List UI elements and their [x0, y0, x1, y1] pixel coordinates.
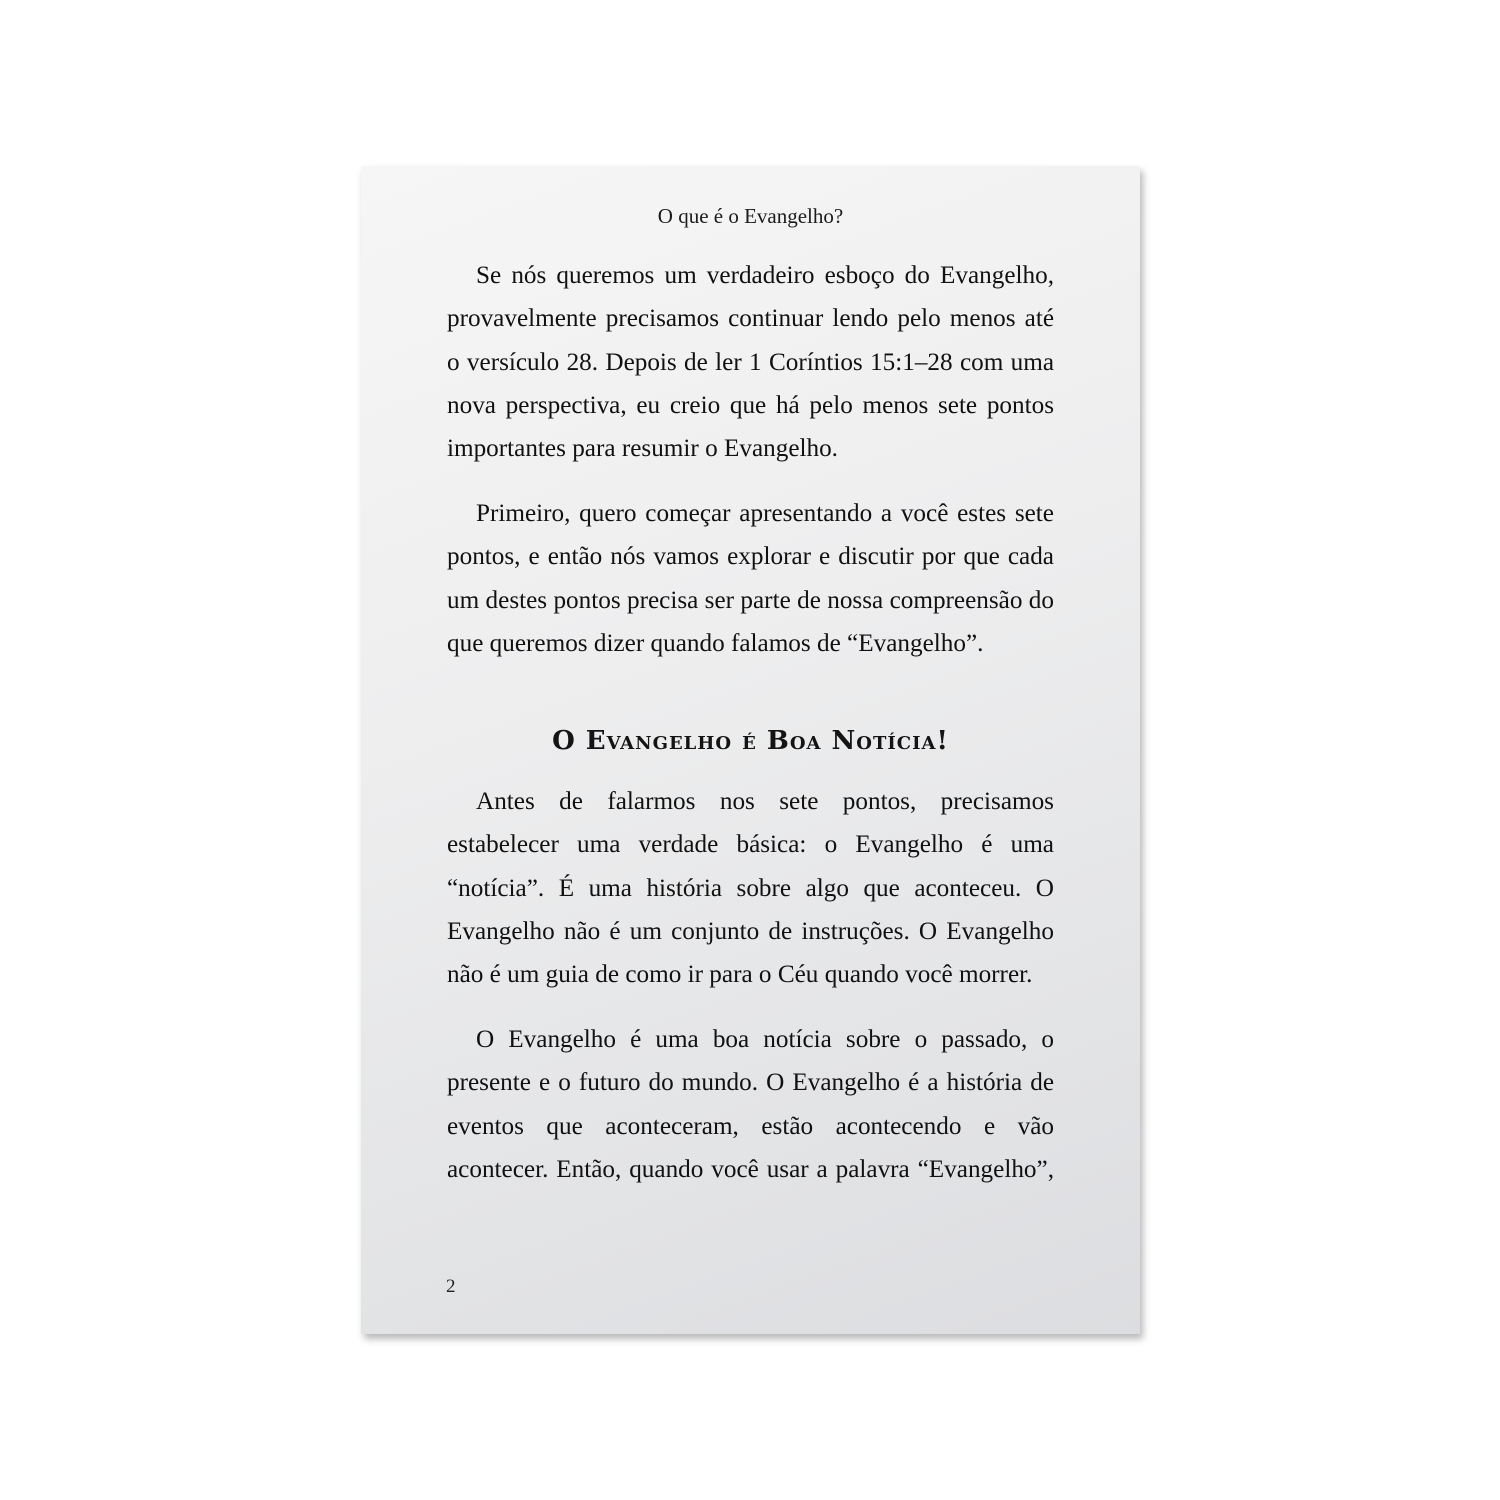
page-number: 2: [446, 1276, 456, 1297]
section-heading: O Evangelho é Boa Notícia!: [552, 726, 949, 756]
book-page: [361, 166, 1140, 1334]
paragraph: O Evangelho é uma boa notícia sobre o passado, o presente e o futuro do mundo. O Evangelho é a história de eventos que aconteceram, estão acontecendo e vão acontecer. Então, quando você usar a palavra “Evangelho”,: [447, 1026, 1054, 1183]
paragraph: Se nós queremos um verdadeiro esboço do Evangelho, provavelmente precisamos continuar lendo pelo menos até o versículo 28. Depois de ler 1 Coríntios 15:1–28 com uma nova perspectiva, eu creio que há pelo menos sete pontos importantes para resumir o Evangelho.: [447, 262, 1054, 463]
paragraph: Primeiro, quero começar apresentando a você estes sete pontos, e então nós vamos explorar e discutir por que cada um destes pontos precisa ser parte de nossa compreensão do que queremos dizer quando falamos de “Evangelho”.: [447, 500, 1054, 657]
running-head: O que é o Evangelho?: [657, 204, 844, 228]
paragraph: Antes de falarmos nos sete pontos, precisamos estabelecer uma verdade básica: o Evangelho é uma “notícia”. É uma história sobre algo que aconteceu. O Evangelho não é um conjunto de instruções. O Evangelho não é um guia de como ir para o Céu quando você morrer.: [447, 788, 1054, 989]
